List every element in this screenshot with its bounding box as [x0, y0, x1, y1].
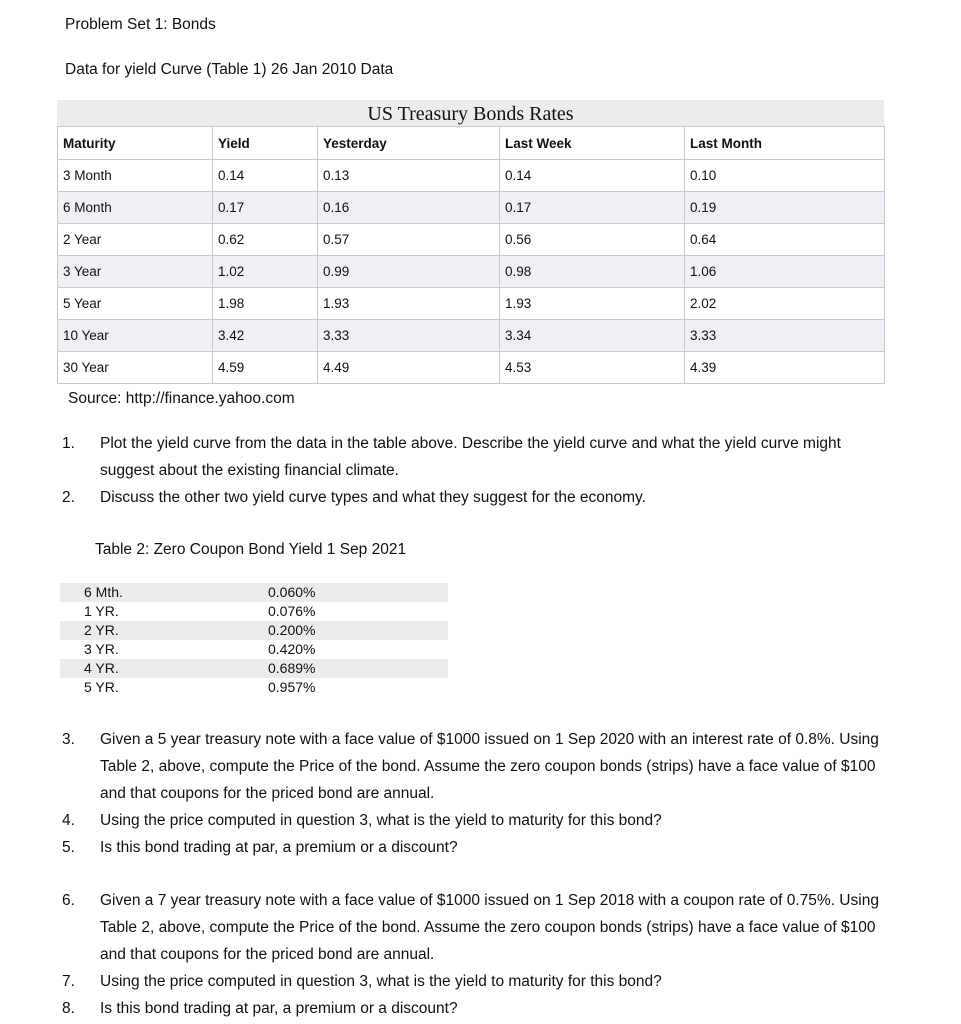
yield-value: 0.689%	[268, 660, 316, 676]
maturity-label: 6 Mth.	[84, 584, 123, 600]
table1-source: Source: http://finance.yahoo.com	[68, 390, 295, 407]
question-item	[62, 834, 882, 861]
table-cell: 0.17	[213, 192, 318, 224]
maturity-label: 3 YR.	[84, 641, 119, 657]
list-item	[60, 583, 448, 602]
list-item	[60, 602, 448, 621]
table-row	[58, 320, 885, 352]
yield-value: 0.200%	[268, 622, 316, 638]
table-cell: 0.64	[685, 224, 885, 256]
col-yesterday: Yesterday	[318, 127, 500, 160]
question-text: Given a 7 year treasury note with a face value of $1000 issued on 1 Sep 2018 with a coupon rate of 0.75%. Using Table 2, above, compute the Price of the bond. Assume the zero coupon bonds (strips) have a face value of $100 and that coupons for the priced bond are annual.	[100, 892, 879, 963]
table-cell: 5 Year	[58, 288, 213, 320]
table-cell: 0.17	[500, 192, 685, 224]
list-item	[60, 621, 448, 640]
question-text: Given a 5 year treasury note with a face value of $1000 issued on 1 Sep 2020 with an interest rate of 0.8%. Using Table 2, above, compute the Price of the bond. Assume the zero coupon bonds (strips) have a face value of $100 and that coupons for the priced bond are annual.	[100, 731, 879, 802]
table-cell: 0.99	[318, 256, 500, 288]
table-cell: 4.59	[213, 352, 318, 384]
zero-coupon-table	[60, 583, 448, 697]
maturity-label: 2 YR.	[84, 622, 119, 638]
col-last-week: Last Week	[500, 127, 685, 160]
table1-heading: Data for yield Curve (Table 1) 26 Jan 2010 Data	[65, 61, 394, 78]
table2-title: Table 2: Zero Coupon Bond Yield 1 Sep 2021	[95, 541, 407, 558]
table-row	[58, 256, 885, 288]
table-cell: 1.98	[213, 288, 318, 320]
table1-caption: US Treasury Bonds Rates	[57, 100, 884, 126]
question-item	[62, 430, 862, 484]
col-maturity: Maturity	[58, 127, 213, 160]
table-cell: 1.02	[213, 256, 318, 288]
table-cell: 4.49	[318, 352, 500, 384]
question-number: 7.	[62, 973, 75, 990]
col-yield: Yield	[213, 127, 318, 160]
table-cell: 3.34	[500, 320, 685, 352]
question-text: Is this bond trading at par, a premium or a discount?	[100, 839, 458, 856]
question-text: Using the price computed in question 3, what is the yield to maturity for this bond?	[100, 973, 662, 990]
question-item	[62, 995, 882, 1022]
table-cell: 3.33	[685, 320, 885, 352]
table-cell: 0.56	[500, 224, 685, 256]
table-cell: 2.02	[685, 288, 885, 320]
table-cell: 4.53	[500, 352, 685, 384]
questions-list-1	[62, 430, 862, 511]
table-cell: 1.93	[318, 288, 500, 320]
question-item	[62, 484, 862, 511]
question-item	[62, 968, 882, 995]
yield-value: 0.420%	[268, 641, 316, 657]
col-last-month: Last Month	[685, 127, 885, 160]
question-item	[62, 726, 882, 807]
question-text: Plot the yield curve from the data in the table above. Describe the yield curve and what the yield curve might suggest about the existing financial climate.	[100, 435, 841, 479]
table-cell: 6 Month	[58, 192, 213, 224]
questions-list-3	[62, 887, 882, 1022]
yield-value: 0.076%	[268, 603, 316, 619]
question-number: 3.	[62, 731, 75, 748]
table-cell: 0.13	[318, 160, 500, 192]
table-cell: 0.16	[318, 192, 500, 224]
table-cell: 3.42	[213, 320, 318, 352]
table-row	[58, 352, 885, 384]
question-number: 1.	[62, 435, 75, 452]
yield-value: 0.957%	[268, 679, 316, 695]
table-cell: 3.33	[318, 320, 500, 352]
maturity-label: 4 YR.	[84, 660, 119, 676]
table-cell: 0.14	[500, 160, 685, 192]
list-item	[60, 678, 448, 697]
question-item	[62, 807, 882, 834]
treasury-rates-table	[57, 100, 884, 384]
list-item	[60, 640, 448, 659]
page-title: Problem Set 1: Bonds	[65, 16, 216, 33]
question-number: 6.	[62, 892, 75, 909]
question-number: 8.	[62, 1000, 75, 1017]
list-item	[60, 659, 448, 678]
yield-value: 0.060%	[268, 584, 316, 600]
table-cell: 3 Month	[58, 160, 213, 192]
table-row	[58, 288, 885, 320]
question-number: 2.	[62, 489, 75, 506]
table-cell: 1.93	[500, 288, 685, 320]
question-text: Discuss the other two yield curve types and what they suggest for the economy.	[100, 489, 646, 506]
questions-list-2	[62, 726, 882, 861]
table-cell: 10 Year	[58, 320, 213, 352]
table-row	[58, 224, 885, 256]
table-cell: 0.62	[213, 224, 318, 256]
question-number: 4.	[62, 812, 75, 829]
question-text: Is this bond trading at par, a premium or a discount?	[100, 1000, 458, 1017]
table-cell: 2 Year	[58, 224, 213, 256]
table-cell: 30 Year	[58, 352, 213, 384]
maturity-label: 5 YR.	[84, 679, 119, 695]
table-cell: 4.39	[685, 352, 885, 384]
table-cell: 0.98	[500, 256, 685, 288]
table-row	[58, 160, 885, 192]
table-row	[58, 192, 885, 224]
table-cell: 3 Year	[58, 256, 213, 288]
question-text: Using the price computed in question 3, what is the yield to maturity for this bond?	[100, 812, 662, 829]
question-item	[62, 887, 882, 968]
maturity-label: 1 YR.	[84, 603, 119, 619]
table-cell: 1.06	[685, 256, 885, 288]
question-number: 5.	[62, 839, 75, 856]
table-cell: 0.14	[213, 160, 318, 192]
table-cell: 0.19	[685, 192, 885, 224]
table-cell: 0.57	[318, 224, 500, 256]
table-cell: 0.10	[685, 160, 885, 192]
